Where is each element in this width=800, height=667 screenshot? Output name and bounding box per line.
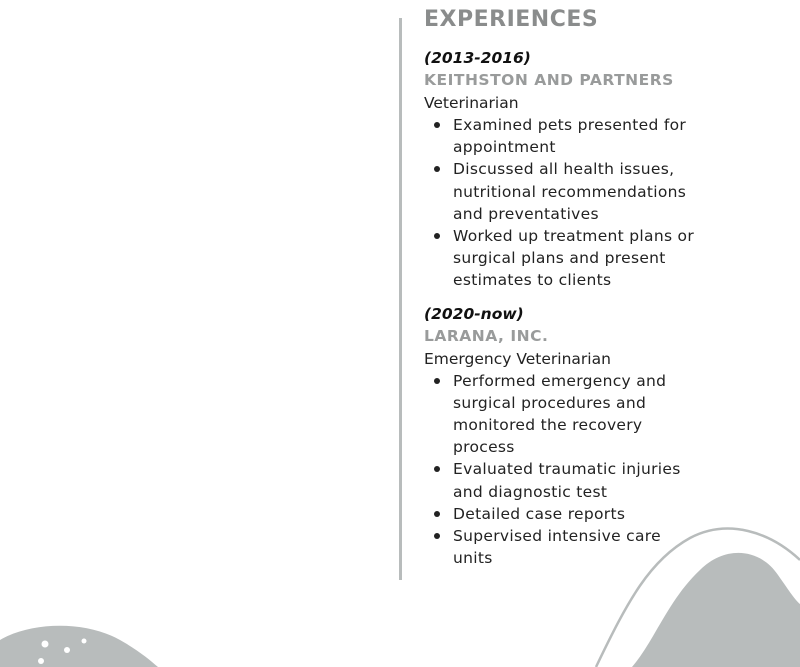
job-company: KEITHSTON AND PARTNERS [424,71,674,89]
job-entry [424,47,794,292]
experiences-section [424,6,794,569]
decor-dot [38,658,44,664]
duty-item: Supervised intensive care units [453,525,663,569]
duty-item: Performed emergency and surgical procedures and monitored the recovery process [453,370,668,459]
duty-item: Examined pets presented for appointment [453,114,693,158]
duty-item: Discussed all health issues, nutritional recommendations and preventatives [453,158,693,225]
decor-dot [42,641,49,648]
decor-dot [82,639,87,644]
section-heading: EXPERIENCES [424,7,599,32]
job-period: (2013-2016) [424,49,531,67]
duty-item: Worked up treatment plans or surgical plans and present estimates to clients [453,225,698,292]
job-duties [424,370,794,570]
decor-dot [64,647,70,653]
job-company: LARANA, INC. [424,326,549,345]
job-period: (2020-now) [424,304,524,323]
job-duties [424,114,794,292]
job-entry [424,303,794,570]
duty-item: Evaluated traumatic injuries and diagnostic test [453,458,683,502]
job-role: Emergency Veterinarian [424,349,611,368]
bottom-left-blob [0,626,158,667]
duty-item: Detailed case reports [453,503,693,525]
job-role: Veterinarian [424,94,519,112]
column-divider [399,18,402,580]
bottom-right-wave [632,553,800,667]
